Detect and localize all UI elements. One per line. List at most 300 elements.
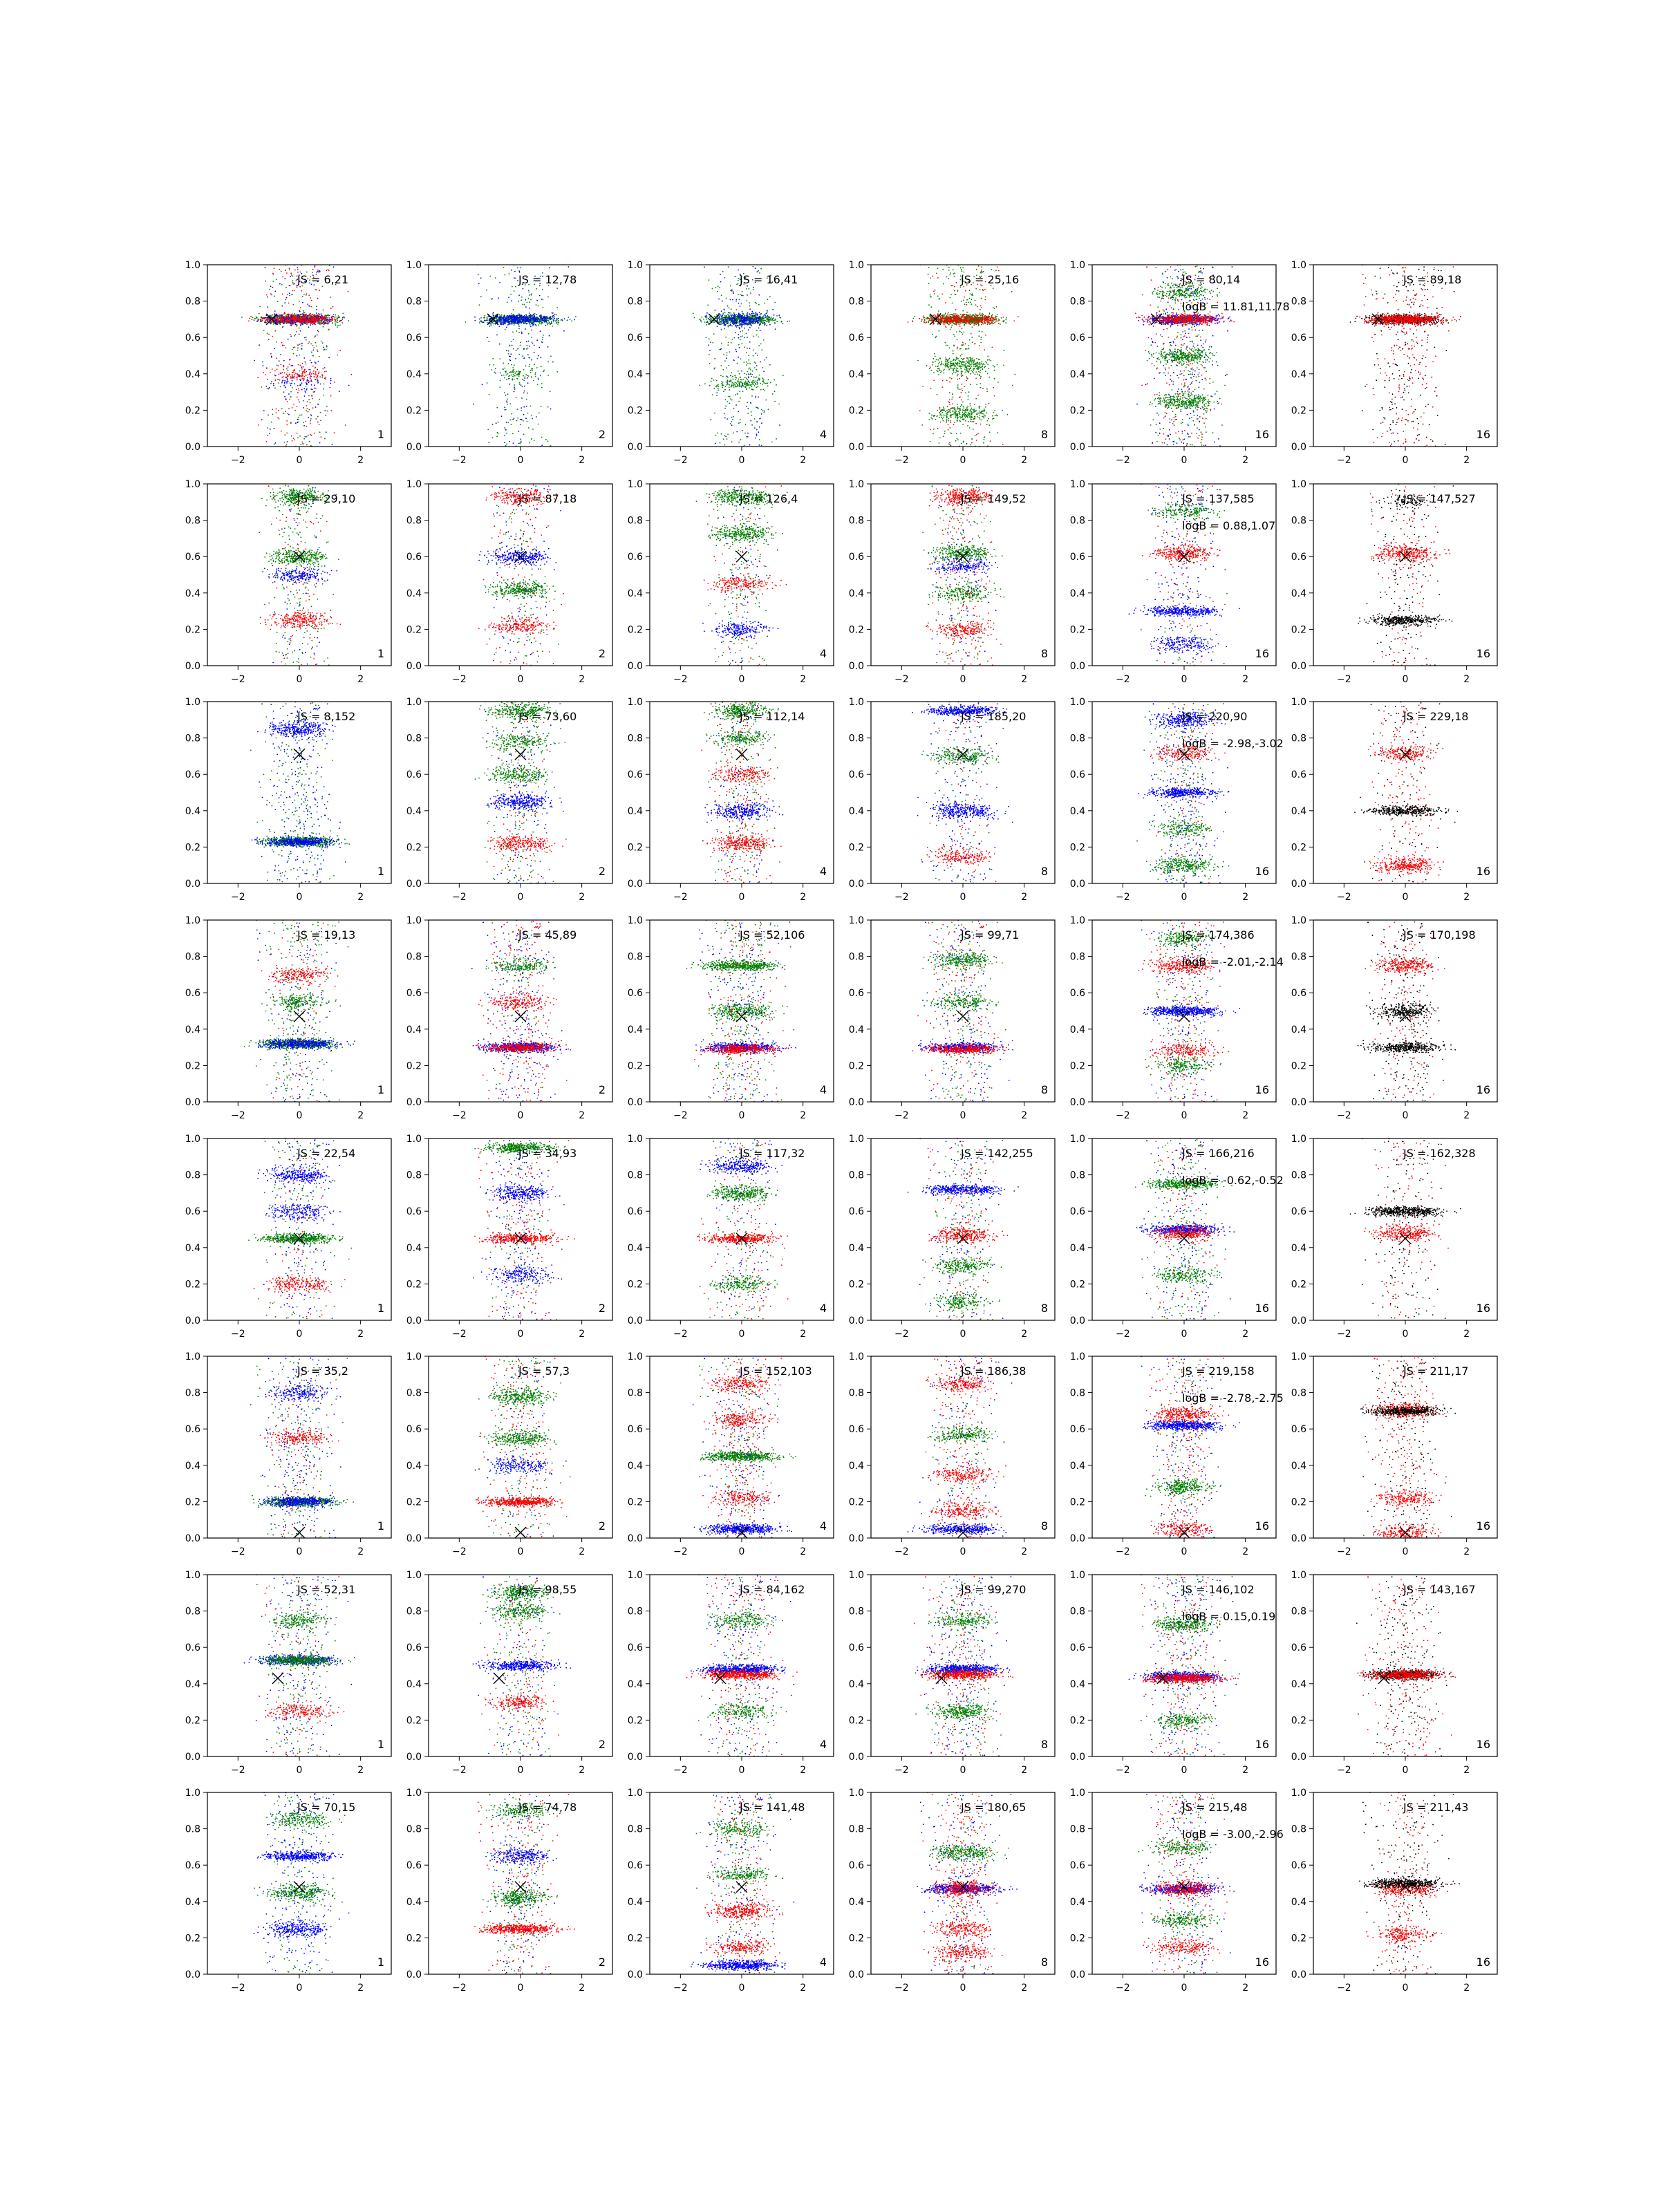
data-point	[739, 373, 740, 375]
data-point	[715, 443, 716, 444]
data-point	[257, 321, 259, 322]
data-point	[319, 371, 320, 373]
data-point	[539, 295, 541, 297]
data-point	[306, 339, 307, 341]
data-point	[500, 321, 502, 322]
data-point	[528, 333, 529, 335]
x-tick-label: 2	[579, 455, 585, 466]
data-point	[280, 319, 281, 321]
data-point	[288, 408, 290, 409]
data-point	[730, 315, 731, 316]
data-point	[768, 317, 769, 319]
data-point	[302, 377, 303, 379]
data-point	[267, 306, 268, 308]
data-point	[341, 319, 343, 320]
data-point	[746, 406, 747, 407]
data-point	[570, 319, 571, 320]
data-point	[321, 316, 322, 317]
data-point	[344, 317, 345, 319]
data-point	[753, 321, 754, 323]
data-point	[511, 270, 512, 271]
data-point	[266, 294, 268, 296]
data-point	[513, 348, 514, 350]
data-point	[310, 377, 311, 378]
data-point	[738, 303, 740, 304]
data-point	[328, 270, 330, 272]
data-point	[727, 344, 729, 346]
data-point	[290, 285, 291, 287]
x-tick-label: 0	[297, 455, 303, 466]
data-point	[738, 371, 739, 372]
data-point	[290, 272, 292, 274]
data-point	[542, 289, 543, 290]
data-point	[536, 367, 538, 368]
data-point	[713, 322, 714, 324]
data-point	[540, 375, 541, 376]
data-point	[514, 391, 515, 393]
data-point	[744, 384, 746, 386]
data-point	[301, 382, 303, 384]
data-point	[512, 433, 514, 434]
data-point	[294, 270, 296, 271]
data-point	[529, 323, 530, 324]
data-point	[499, 282, 500, 283]
data-point	[274, 379, 276, 381]
data-point	[317, 369, 318, 371]
data-point	[738, 322, 740, 324]
data-point	[269, 387, 270, 388]
data-point	[761, 321, 762, 323]
data-point	[751, 319, 752, 321]
data-point	[290, 383, 291, 384]
data-point	[281, 408, 283, 409]
data-point	[486, 290, 487, 291]
data-point	[507, 320, 508, 321]
data-point	[310, 378, 311, 379]
data-point	[278, 410, 279, 411]
data-point	[302, 363, 303, 364]
data-point	[512, 371, 513, 372]
data-point	[747, 402, 748, 403]
data-point	[774, 302, 776, 303]
data-point	[724, 277, 726, 279]
data-point	[327, 323, 328, 324]
data-point	[763, 382, 765, 384]
data-point	[735, 332, 736, 333]
data-point	[474, 317, 476, 318]
data-point	[288, 314, 289, 315]
data-point	[332, 316, 333, 317]
data-point	[531, 337, 532, 338]
data-point	[270, 353, 272, 355]
data-point	[289, 292, 290, 294]
data-point	[521, 397, 523, 399]
data-point	[294, 315, 295, 316]
data-point	[319, 314, 321, 315]
data-point	[759, 316, 760, 317]
data-point	[314, 384, 315, 386]
data-point	[509, 321, 511, 323]
data-point	[308, 399, 310, 400]
data-point	[714, 321, 715, 323]
data-point	[298, 376, 299, 377]
data-point	[746, 436, 747, 438]
data-point	[294, 335, 295, 337]
data-point	[478, 274, 479, 276]
data-point	[708, 323, 709, 324]
data-point	[284, 434, 285, 435]
data-point	[331, 317, 332, 318]
data-point	[747, 300, 748, 301]
data-point	[285, 411, 286, 412]
data-point	[276, 364, 278, 366]
data-point	[286, 374, 288, 375]
data-point	[261, 321, 263, 322]
data-point	[747, 385, 748, 386]
data-point	[709, 350, 711, 351]
data-point	[528, 290, 529, 291]
data-point	[515, 373, 516, 374]
data-point	[749, 387, 750, 388]
data-point	[513, 374, 514, 375]
data-point	[747, 337, 748, 338]
data-point	[303, 422, 304, 424]
data-point	[525, 319, 526, 320]
data-point	[571, 320, 572, 321]
data-point	[256, 317, 257, 318]
data-point	[749, 368, 751, 369]
data-point	[303, 388, 305, 390]
data-point	[489, 326, 491, 327]
data-point	[305, 362, 306, 363]
data-point	[722, 369, 724, 371]
data-point	[531, 330, 532, 331]
data-point	[762, 379, 764, 381]
data-point	[749, 321, 751, 322]
data-point	[510, 319, 512, 321]
data-point	[295, 422, 297, 424]
data-point	[496, 407, 498, 409]
data-point	[306, 293, 308, 294]
data-point	[288, 413, 289, 414]
data-point	[562, 320, 563, 321]
data-point	[713, 388, 715, 389]
data-point	[722, 301, 723, 302]
data-point	[262, 362, 263, 363]
data-point	[741, 294, 742, 296]
data-point	[744, 433, 746, 434]
data-point	[512, 321, 513, 323]
data-point	[534, 364, 535, 365]
data-point	[735, 386, 737, 388]
data-point	[276, 319, 278, 321]
data-point	[539, 323, 541, 324]
data-point	[753, 287, 754, 288]
data-point	[324, 384, 325, 385]
data-point	[748, 322, 749, 324]
data-point	[749, 363, 751, 364]
data-point	[742, 321, 743, 322]
data-point	[731, 417, 733, 418]
data-point	[487, 337, 488, 338]
data-point	[720, 281, 722, 283]
data-point	[564, 318, 565, 319]
y-tick-label: 0.2	[406, 405, 422, 416]
data-point	[518, 326, 520, 327]
data-point	[526, 399, 527, 400]
data-point	[295, 322, 297, 324]
data-point	[520, 268, 521, 269]
data-point	[739, 384, 740, 386]
data-point	[297, 396, 298, 397]
data-point	[293, 377, 294, 378]
data-point	[509, 324, 510, 325]
data-point	[754, 385, 756, 386]
data-point	[522, 319, 523, 320]
data-point	[545, 325, 547, 326]
data-point	[506, 433, 507, 434]
data-point	[509, 316, 510, 317]
data-point	[320, 384, 321, 385]
data-point	[746, 388, 747, 390]
data-point	[301, 366, 303, 368]
data-point	[727, 355, 728, 356]
data-point	[756, 335, 757, 336]
data-point	[284, 302, 285, 303]
data-point	[287, 381, 288, 382]
data-point	[775, 328, 776, 330]
data-point	[505, 375, 507, 376]
data-point	[746, 352, 747, 353]
data-point	[506, 400, 507, 402]
data-point	[283, 442, 285, 443]
data-point	[538, 355, 539, 357]
data-point	[261, 386, 263, 388]
data-point	[720, 442, 721, 444]
data-point	[754, 418, 756, 420]
data-point	[277, 318, 279, 319]
data-point	[716, 392, 718, 393]
data-point	[730, 299, 731, 301]
data-point	[954, 336, 955, 337]
data-point	[333, 266, 335, 268]
data-point	[712, 342, 713, 344]
data-point	[337, 326, 338, 328]
data-point	[532, 320, 533, 321]
data-point	[306, 383, 308, 384]
data-point	[276, 321, 277, 322]
data-point	[291, 377, 292, 379]
data-point	[281, 377, 283, 378]
data-point	[498, 422, 499, 423]
data-point	[512, 286, 513, 288]
data-point	[283, 319, 284, 321]
data-point	[722, 385, 723, 386]
data-point	[721, 381, 722, 382]
data-point	[982, 361, 983, 362]
data-point	[735, 377, 736, 378]
data-point	[304, 369, 306, 371]
data-point	[292, 290, 293, 292]
data-point	[295, 324, 297, 326]
data-point	[255, 318, 256, 319]
data-point	[511, 313, 512, 315]
data-point	[302, 315, 303, 316]
data-point	[487, 322, 488, 324]
data-point	[300, 385, 301, 386]
data-point	[310, 359, 311, 361]
data-point	[303, 371, 305, 373]
data-point	[731, 386, 732, 388]
data-point	[751, 311, 753, 312]
data-point	[261, 419, 263, 420]
data-point	[755, 397, 756, 398]
data-point	[789, 321, 790, 322]
data-point	[512, 322, 513, 324]
data-point	[517, 268, 518, 269]
data-point	[739, 391, 740, 392]
data-point	[758, 345, 760, 346]
data-point	[348, 291, 349, 292]
data-point	[505, 429, 507, 431]
data-point	[740, 339, 741, 341]
data-point	[520, 419, 521, 420]
js-annotation: JS = 6,21	[297, 273, 348, 286]
data-point	[515, 278, 516, 279]
data-point	[319, 376, 321, 377]
data-point	[308, 382, 310, 383]
data-point	[748, 288, 749, 290]
data-point	[733, 312, 735, 314]
data-point	[761, 413, 762, 415]
data-point	[301, 290, 302, 292]
data-point	[510, 317, 512, 319]
data-point	[326, 431, 327, 433]
data-point	[523, 406, 525, 408]
data-point	[722, 382, 724, 384]
data-point	[741, 319, 742, 321]
data-point	[731, 385, 733, 386]
data-point	[286, 297, 288, 299]
data-point	[306, 375, 307, 376]
data-point	[507, 373, 509, 375]
data-point	[750, 420, 751, 422]
data-point	[523, 380, 525, 382]
data-point	[271, 381, 272, 382]
data-point	[506, 350, 507, 351]
data-point	[279, 360, 280, 362]
data-point	[742, 335, 743, 337]
data-point	[484, 315, 485, 317]
data-point	[743, 386, 744, 387]
data-point	[307, 379, 308, 381]
data-point	[492, 313, 494, 315]
data-point	[528, 318, 529, 319]
data-point	[299, 371, 300, 372]
data-point	[491, 369, 493, 371]
data-point	[339, 317, 341, 318]
data-point	[769, 321, 770, 323]
data-point	[496, 335, 498, 336]
data-point	[270, 383, 272, 384]
data-point	[276, 341, 277, 343]
data-point	[517, 315, 518, 316]
data-point	[272, 281, 274, 282]
data-point	[541, 366, 542, 367]
data-point	[288, 414, 290, 415]
data-point	[504, 442, 505, 443]
data-point	[738, 357, 739, 358]
data-point	[547, 320, 548, 321]
data-point	[530, 406, 532, 407]
data-point	[729, 389, 730, 391]
data-point	[299, 415, 301, 416]
data-point	[286, 444, 288, 445]
data-point	[774, 315, 775, 316]
data-point	[292, 318, 293, 319]
data-point	[489, 320, 491, 321]
data-point	[284, 396, 285, 397]
data-point	[709, 354, 710, 355]
data-point	[511, 316, 512, 317]
data-point	[304, 436, 306, 438]
data-point	[276, 412, 277, 413]
data-point	[768, 409, 769, 410]
data-point	[724, 328, 725, 330]
data-point	[756, 353, 757, 354]
data-point	[528, 321, 529, 323]
data-point	[507, 404, 508, 405]
data-point	[499, 344, 500, 345]
data-point	[709, 279, 710, 281]
data-point	[289, 269, 290, 270]
data-point	[288, 303, 290, 304]
data-point	[272, 287, 273, 288]
data-point	[756, 303, 757, 304]
data-point	[706, 317, 708, 318]
data-point	[738, 315, 740, 316]
data-point	[495, 368, 496, 369]
data-point	[538, 306, 539, 307]
data-point	[303, 312, 304, 313]
y-tick-label: 0.2	[185, 405, 200, 416]
data-point	[521, 319, 522, 320]
data-point	[731, 319, 733, 321]
data-point	[504, 435, 505, 436]
data-point	[737, 382, 738, 383]
data-point	[310, 306, 312, 308]
data-point	[501, 324, 503, 325]
data-point	[335, 321, 337, 323]
data-point	[552, 315, 554, 317]
data-point	[756, 377, 758, 378]
data-point	[758, 328, 760, 329]
data-point	[501, 315, 503, 316]
data-point	[283, 365, 285, 366]
data-point	[764, 412, 765, 413]
data-point	[534, 324, 535, 325]
data-point	[319, 431, 321, 433]
data-point	[309, 314, 310, 315]
data-point	[736, 321, 738, 323]
data-point	[749, 341, 751, 343]
data-point	[297, 314, 298, 315]
data-point	[721, 343, 722, 344]
data-point	[765, 390, 766, 391]
data-point	[274, 388, 276, 389]
data-point	[501, 322, 503, 324]
data-point	[267, 297, 268, 298]
